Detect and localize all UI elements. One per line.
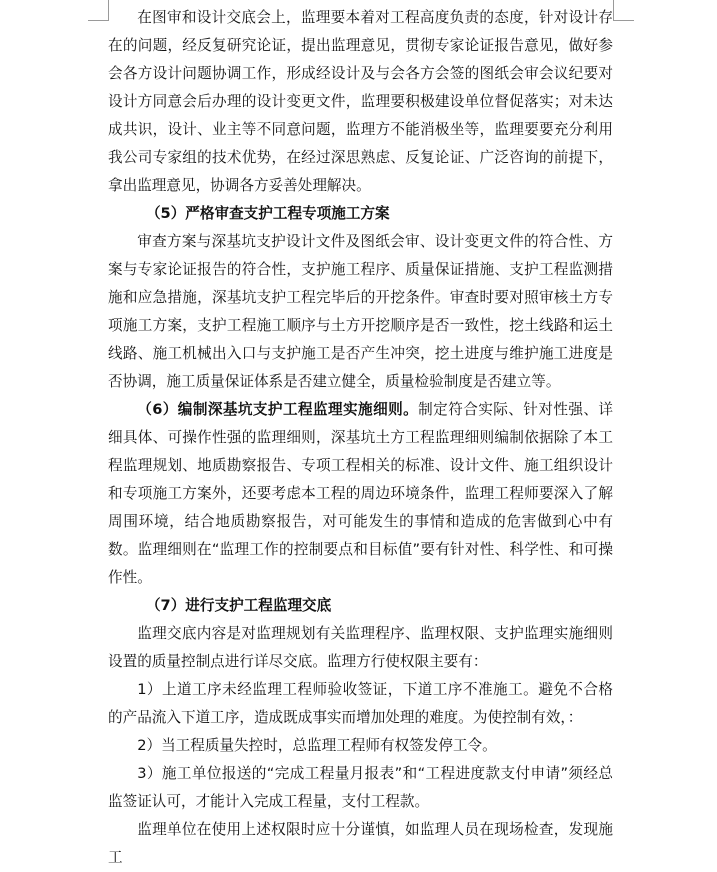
paragraph-final: 监理单位在使用上述权限时应十分谨慎，如监理人员在现场检查，发现施工: [108, 821, 613, 866]
paragraph-briefing: 监理交底内容是对监理规划有关监理程序、监理权限、支护监理实施细则设置的质量控制点进行详尽交底。监理方行使权限主要有：: [108, 625, 613, 670]
document-body: [108, 4, 613, 872]
heading-5: （5）严格审查支护工程专项施工方案: [145, 205, 390, 222]
paragraph-plan-review: 审查方案与深基坑支护设计文件及图纸会审、设计变更文件的符合性、方案与专家论证报告的符合性，支护施工程序、质量保证措施、支护工程监测措施和应急措施，深基坑支护工程完毕后的开挖条件。审查时要对照审核土方专项施工方案，支护工程施工顺序与土方开挖顺序是否一致性，挖土线路和运土线路、施工机械出入口与支护施工是否产生冲突，挖土进度与维护施工进度是否协调，施工质量保证体系是否建立健全，质量检验制度是否建立等。: [108, 233, 613, 390]
heading-7: （7）进行支护工程监理交底: [145, 597, 332, 614]
paragraph-6-text: 制定符合实际、针对性强、详细具体、可操作性强的监理细则，深基坑土方工程监理细则编制依据除了本工程监理规划、地质勘察报告、专项工程相关的标准、设计文件、施工组织设计和专项施工方案外，还要考虑本工程的周边环境条件，监理工程师要深入了解周围环境，结合地质勘察报告，对可能发生的事情和造成的危害做到心中有数。监理细则在“监理工作的控制要点和目标值”要有针对性、科学性、和可操作性。: [108, 401, 613, 586]
crop-mark-top-right: [613, 0, 634, 21]
crop-mark-top-left: [88, 0, 109, 21]
heading-6-lead: （6）编制深基坑支护工程监理实施细则。: [137, 401, 419, 418]
paragraph-6: [108, 396, 613, 592]
paragraph-design-review: 在图审和设计交底会上，监理要本着对工程高度负责的态度，针对设计存在的问题，经反复研究论证，提出监理意见，贯彻专家论证报告意见，做好参会各方设计问题协调工作，形成经设计及与会各方会签的图纸会审会议纪要对设计方同意会后办理的设计变更文件，监理要积极建设单位督促落实；对未达成共识，设计、业主等不同意问题，监理方不能消极坐等，监理要要充分利用我公司专家组的技术优势，在经过深思熟虑、反复论证、广泛咨询的前提下，拿出监理意见，协调各方妥善处理解决。: [108, 9, 613, 194]
list-item-2: 2）当工程质量失控时，总监理工程师有权签发停工令。: [137, 737, 497, 754]
list-item-3: 3）施工单位报送的“完成工程量月报表”和“工程进度款支付申请”须经总监签证认可，才能计入完成工程量，支付工程款。: [108, 765, 613, 810]
list-item-1: 1）上道工序未经监理工程师验收签证，下道工序不准施工。避免不合格的产品流入下道工序，造成既成事实而增加处理的难度。为使控制有效，：: [108, 681, 613, 726]
